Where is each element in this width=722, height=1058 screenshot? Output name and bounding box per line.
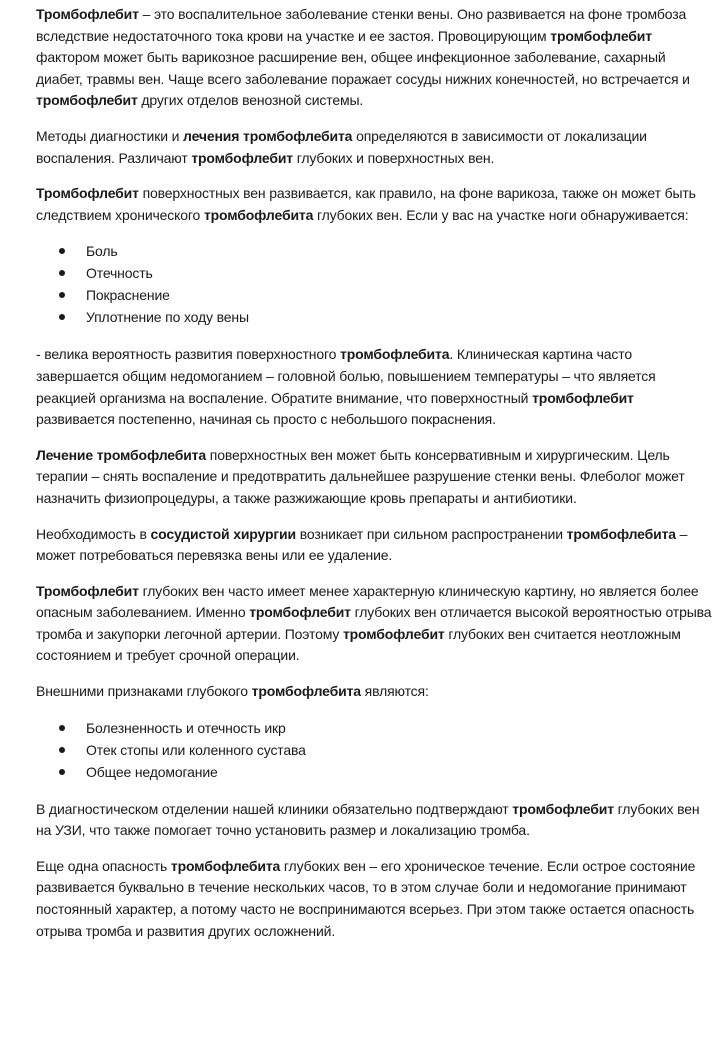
keyword: тромбофлебит (512, 800, 614, 817)
paragraph-superficial (36, 183, 714, 226)
list-item (36, 717, 714, 739)
keyword: сосудистой хирургии (150, 525, 296, 542)
text: глубоких вен отличается высокой вероятностью отрыва тромба и закупорки легочной артерии. Поэтому (36, 604, 712, 642)
text: глубоких вен считается неотложным состоянием и требует срочной операции. (36, 625, 681, 664)
text: - велика вероятность развития поверхностного (36, 346, 341, 363)
text: Методы диагностики и (36, 127, 184, 144)
list-item-text: Отек стопы или коленного сустава (86, 741, 306, 758)
list-item (36, 306, 714, 328)
list-item-text: Болезненность и отечность икр (86, 719, 286, 736)
paragraph-diagnostics (36, 126, 714, 169)
text: . Клиническая картина часто завершается общим недомоганием – головной болью, повышением температуры – что является реакцией организма на воспаление. Обратите внимание, что поверхностный (36, 346, 656, 406)
text: В диагностическом отделении нашей клиники обязательно подтверждают (36, 800, 513, 817)
bullet-icon (59, 270, 65, 276)
keyword: тромбофлебита (340, 346, 450, 363)
text: глубоких вен часто имеет менее характерную клиническую картину, но является более опасным заболеванием. Именно (36, 582, 699, 621)
list-item-text: Боль (86, 243, 118, 260)
paragraph-definition (36, 4, 714, 112)
keyword: тромбофлебита (566, 525, 676, 542)
keyword: тромбофлебит (36, 92, 138, 109)
text: – это воспалительное заболевание стенки вены. Оно развивается на фоне тромбоза вследствие недостаточного тока крови на участке и ее застоя. Провоцирующим (36, 6, 687, 44)
keyword: тромбофлебита (203, 206, 314, 223)
list-item (36, 240, 714, 262)
keyword: тромбофлебит (249, 604, 351, 621)
bullet-icon (59, 769, 65, 775)
list-item-text: Покраснение (86, 287, 170, 304)
text: глубоких вен – его хроническое течение. Если острое состояние развивается буквально в течение нескольких часов, то в этом случае боли и недомогание принимают постоянный характер, а потому часто не воспринимаются всерьез. При этом также остается опасность отрыва тромба и развития других осложнений. (36, 857, 696, 939)
bullet-icon (59, 248, 65, 254)
text: Внешними признаками глубокого (36, 683, 252, 700)
text: поверхностных вен развивается, как правило, на фоне варикоза, также он может быть следствием хронического (36, 185, 696, 223)
text: возникает при сильном распространении (295, 525, 567, 542)
keyword: Лечение тромбофлебита (36, 446, 207, 463)
text: поверхностных вен может быть консервативным и хирургическим. Цель терапии – снять воспаление и предотвратить дальнейшее разрушение стенки вены. Флеболог может назначить физиопроцедуры, а также разжижающие кровь препараты и антибиотики. (36, 446, 685, 506)
list-item (36, 761, 714, 783)
list-item (36, 739, 714, 761)
text: являются: (360, 683, 429, 700)
text: глубоких вен. Если у вас на участке ноги обнаруживается: (313, 206, 689, 223)
list-item-text: Отечность (86, 265, 153, 282)
text: Еще одна опасность (36, 857, 171, 874)
paragraph-surgery (36, 524, 714, 567)
keyword: Тромбофлебит (36, 6, 139, 22)
list-item (36, 262, 714, 284)
keyword: тромбофлебита (251, 683, 361, 700)
paragraph-ultrasound (36, 799, 714, 842)
keyword: тромбофлебит (532, 389, 634, 406)
list-item-text: Уплотнение по ходу вены (86, 309, 249, 326)
signs-list (36, 717, 714, 783)
keyword: тромбофлебит (191, 149, 293, 166)
keyword: Тромбофлебит (36, 185, 139, 202)
list-item-text: Общее недомогание (86, 763, 218, 780)
keyword: тромбофлебит (550, 27, 652, 44)
text: – может потребоваться перевязка вены или ее удаление. (36, 525, 688, 564)
paragraph-deep-veins (36, 581, 714, 667)
text: фактором может быть варикозное расширение вен, общее инфекционное заболевание, сахарный диабет, травмы вен. Чаще всего заболевание поражает сосуды нижних конечностей, но встречается и (36, 49, 690, 87)
keyword: тромбофлебит (342, 625, 445, 642)
list-item (36, 284, 714, 306)
bullet-icon (59, 314, 65, 320)
text: развивается постепенно, начиная сь просто с небольшого покраснения. (36, 411, 496, 428)
paragraph-treatment (36, 445, 714, 510)
bullet-icon (59, 292, 65, 298)
bullet-icon (59, 725, 65, 731)
symptoms-list (36, 240, 714, 328)
text: глубоких и поверхностных вен. (293, 149, 495, 166)
keyword: Тромбофлебит (36, 582, 139, 599)
bullet-icon (59, 747, 65, 753)
keyword: тромбофлебита (170, 857, 281, 874)
text: глубоких вен на УЗИ, что также помогает точно установить размер и локализацию тромба. (36, 800, 700, 839)
text: Необходимость в (36, 525, 151, 542)
paragraph-chronic (36, 856, 714, 942)
keyword: лечения тромбофлебита (183, 127, 353, 144)
text: определяются в зависимости от локализации воспаления. Различают (36, 127, 647, 166)
paragraph-clinical-picture (36, 344, 714, 430)
text: других отделов венозной системы. (137, 92, 364, 109)
paragraph-external-signs (36, 681, 714, 703)
